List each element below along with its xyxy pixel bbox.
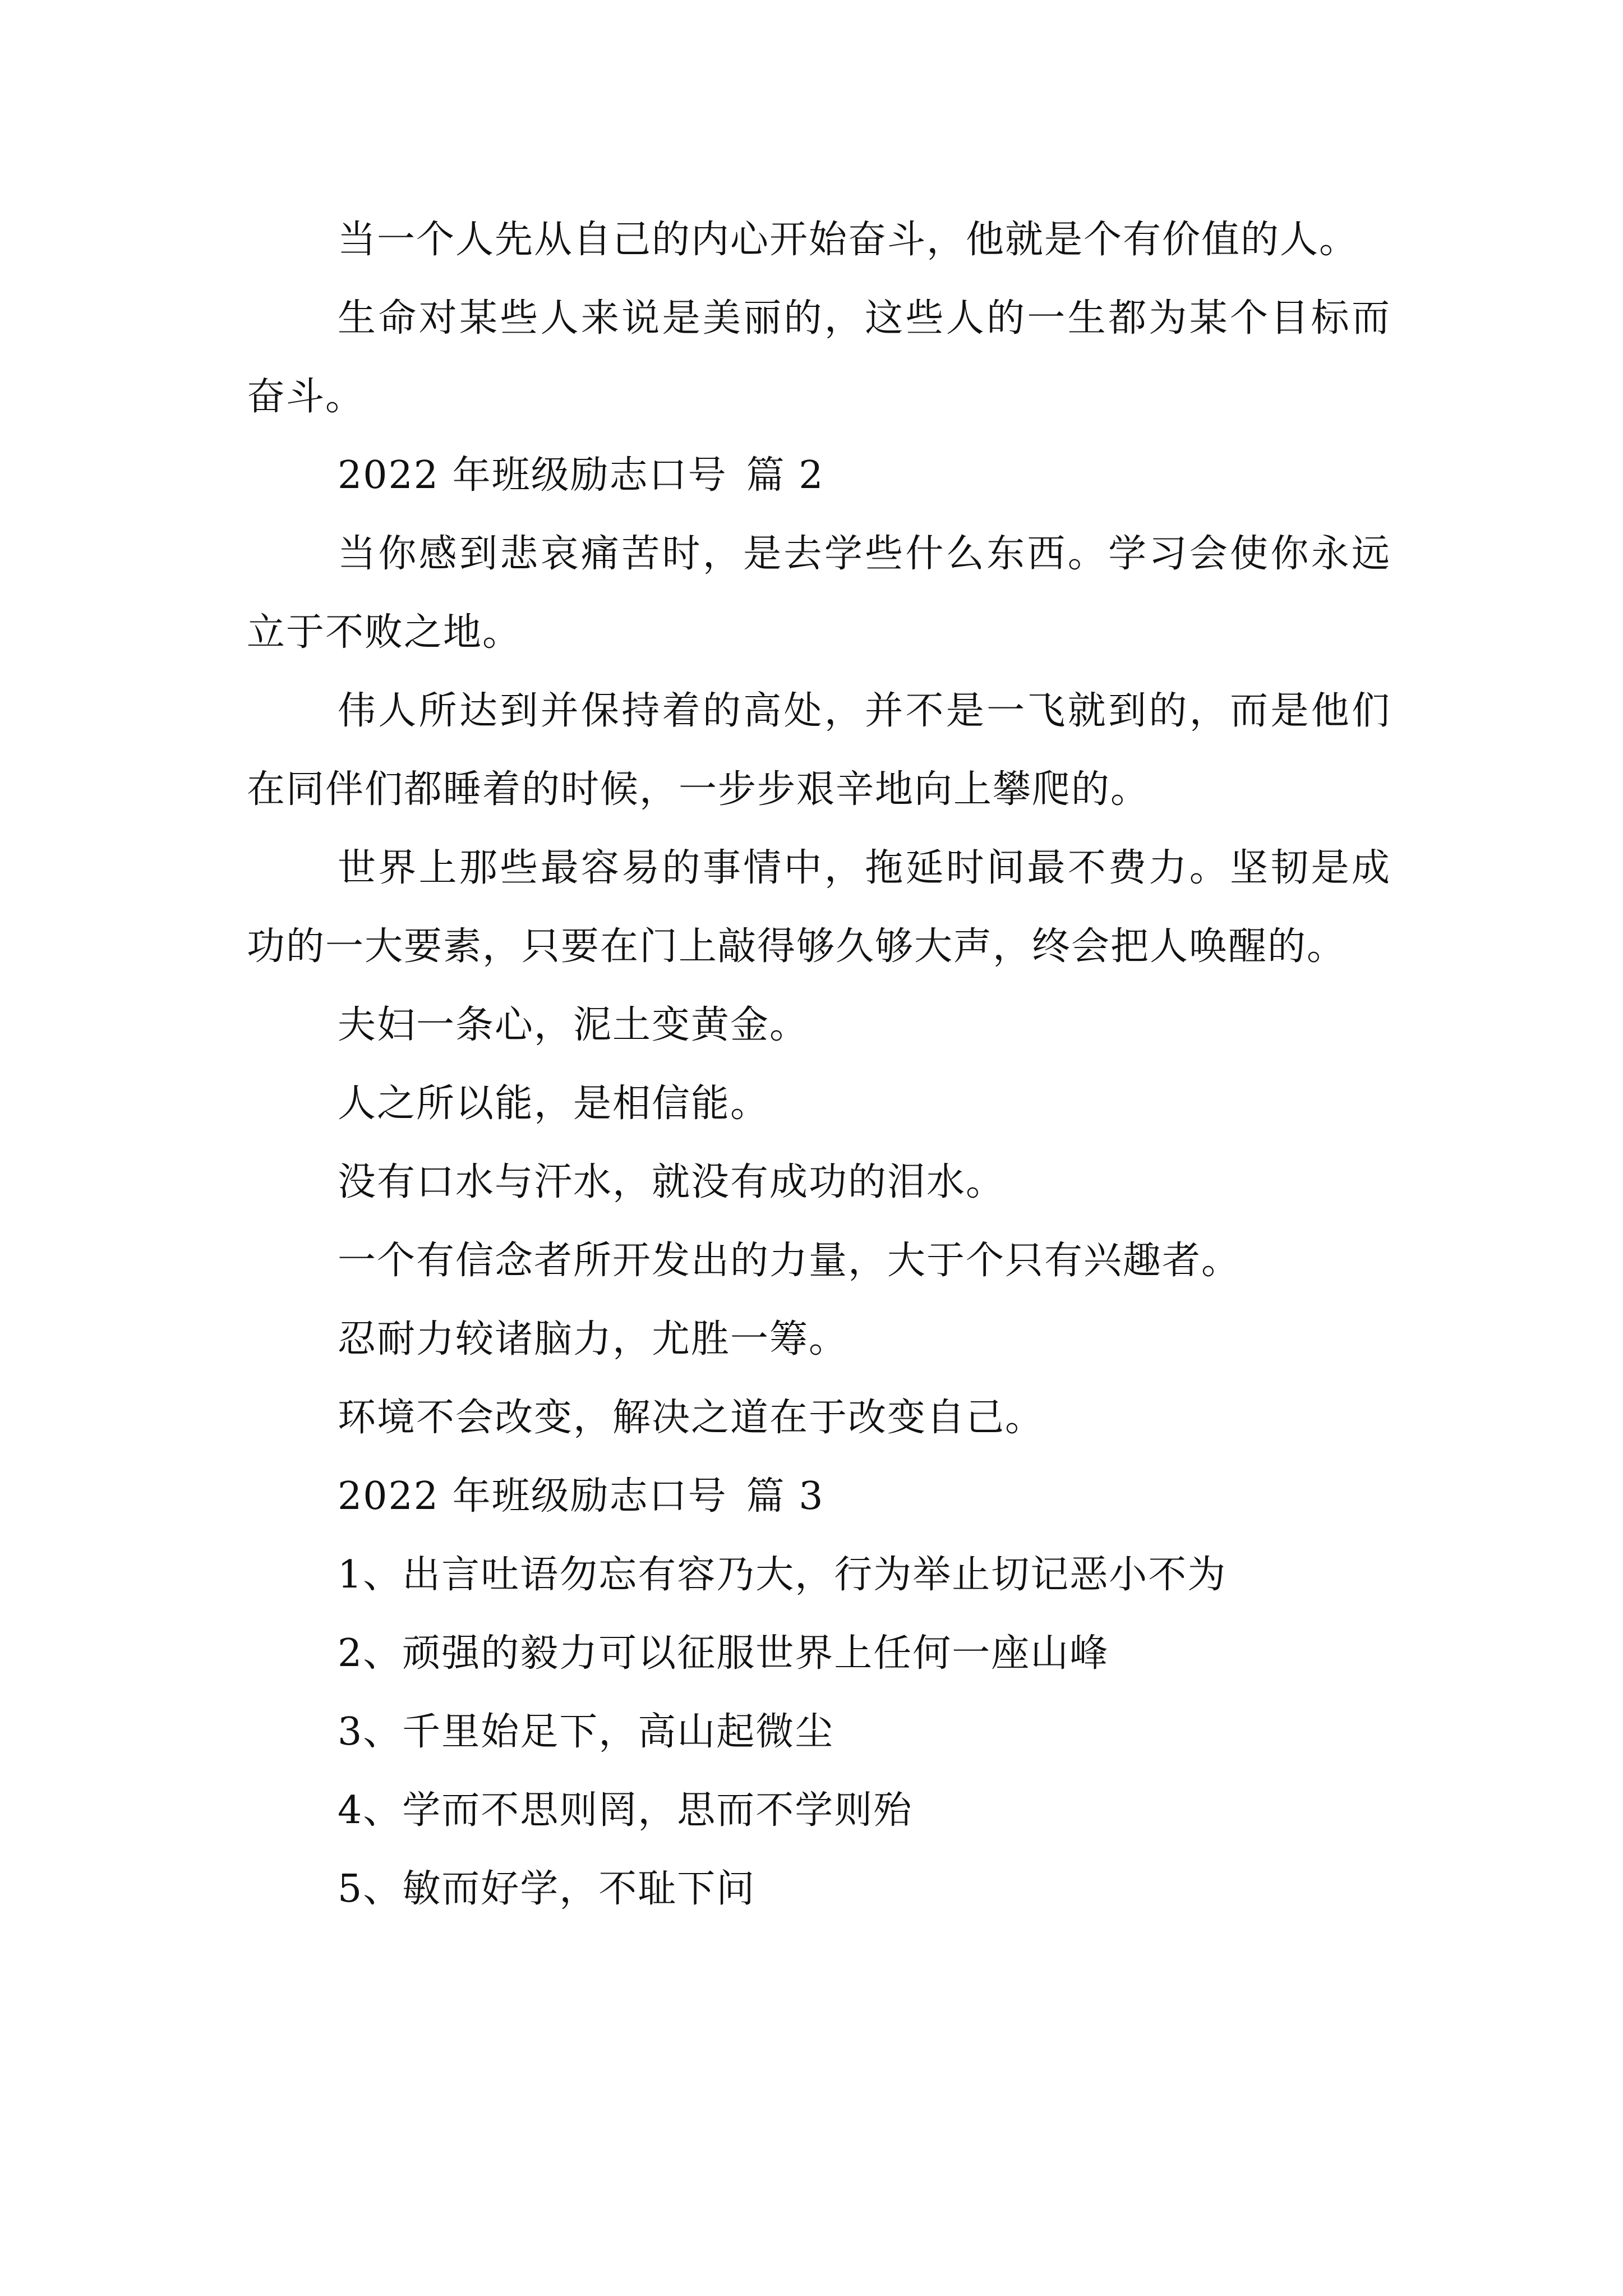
list-item: 1、出言吐语勿忘有容乃大，行为举止切记恶小不为: [338, 1553, 1227, 1597]
paragraph: 伟人所达到并保持着的高处，并不是一飞就到的，而是他们在同伴们都睡着的时候，一步步艰辛地向上攀爬的。: [247, 689, 1391, 812]
section-heading-number: 篇 2: [746, 453, 824, 498]
paragraph: 没有口水与汗水，就没有成功的泪水。: [338, 1160, 1006, 1204]
list-item: 4、学而不思则罔，思而不学则殆: [338, 1788, 913, 1833]
paragraph: 世界上那些最容易的事情中，拖延时间最不费力。坚韧是成功的一大要素，只要在门上敲得够久够大声，终会把人唤醒的。: [247, 846, 1391, 969]
list-item: 3、千里始足下，高山起微尘: [338, 1710, 834, 1754]
list-item: 5、敏而好学，不耻下问: [338, 1867, 756, 1911]
list-item: 2、顽强的毅力可以征服世界上任何一座山峰: [338, 1631, 1109, 1676]
paragraph: 环境不会改变，解决之道在于改变自己。: [338, 1396, 1045, 1440]
section-heading-number: 篇 3: [746, 1474, 824, 1519]
paragraph: 人之所以能，是相信能。: [338, 1082, 770, 1126]
document-body: [247, 201, 1391, 1929]
paragraph: 夫妇一条心，泥土变黄金。: [338, 1003, 809, 1047]
paragraph: 忍耐力较诸脑力，尤胜一筹。: [338, 1317, 849, 1361]
paragraph: 当你感到悲哀痛苦时，是去学些什么东西。学习会使你永远立于不败之地。: [247, 532, 1391, 655]
paragraph: 一个有信念者所开发出的力量，大于个只有兴趣者。: [338, 1239, 1241, 1283]
section-heading: [247, 1457, 1391, 1536]
paragraph: 当一个人先从自己的内心开始奋斗，他就是个有价值的人。: [338, 218, 1359, 262]
section-heading-title: 2022 年班级励志口号: [338, 453, 727, 498]
paragraph: 生命对某些人来说是美丽的，这些人的一生都为某个目标而奋斗。: [247, 296, 1391, 419]
section-heading: [247, 436, 1391, 515]
section-heading-title: 2022 年班级励志口号: [338, 1474, 727, 1519]
